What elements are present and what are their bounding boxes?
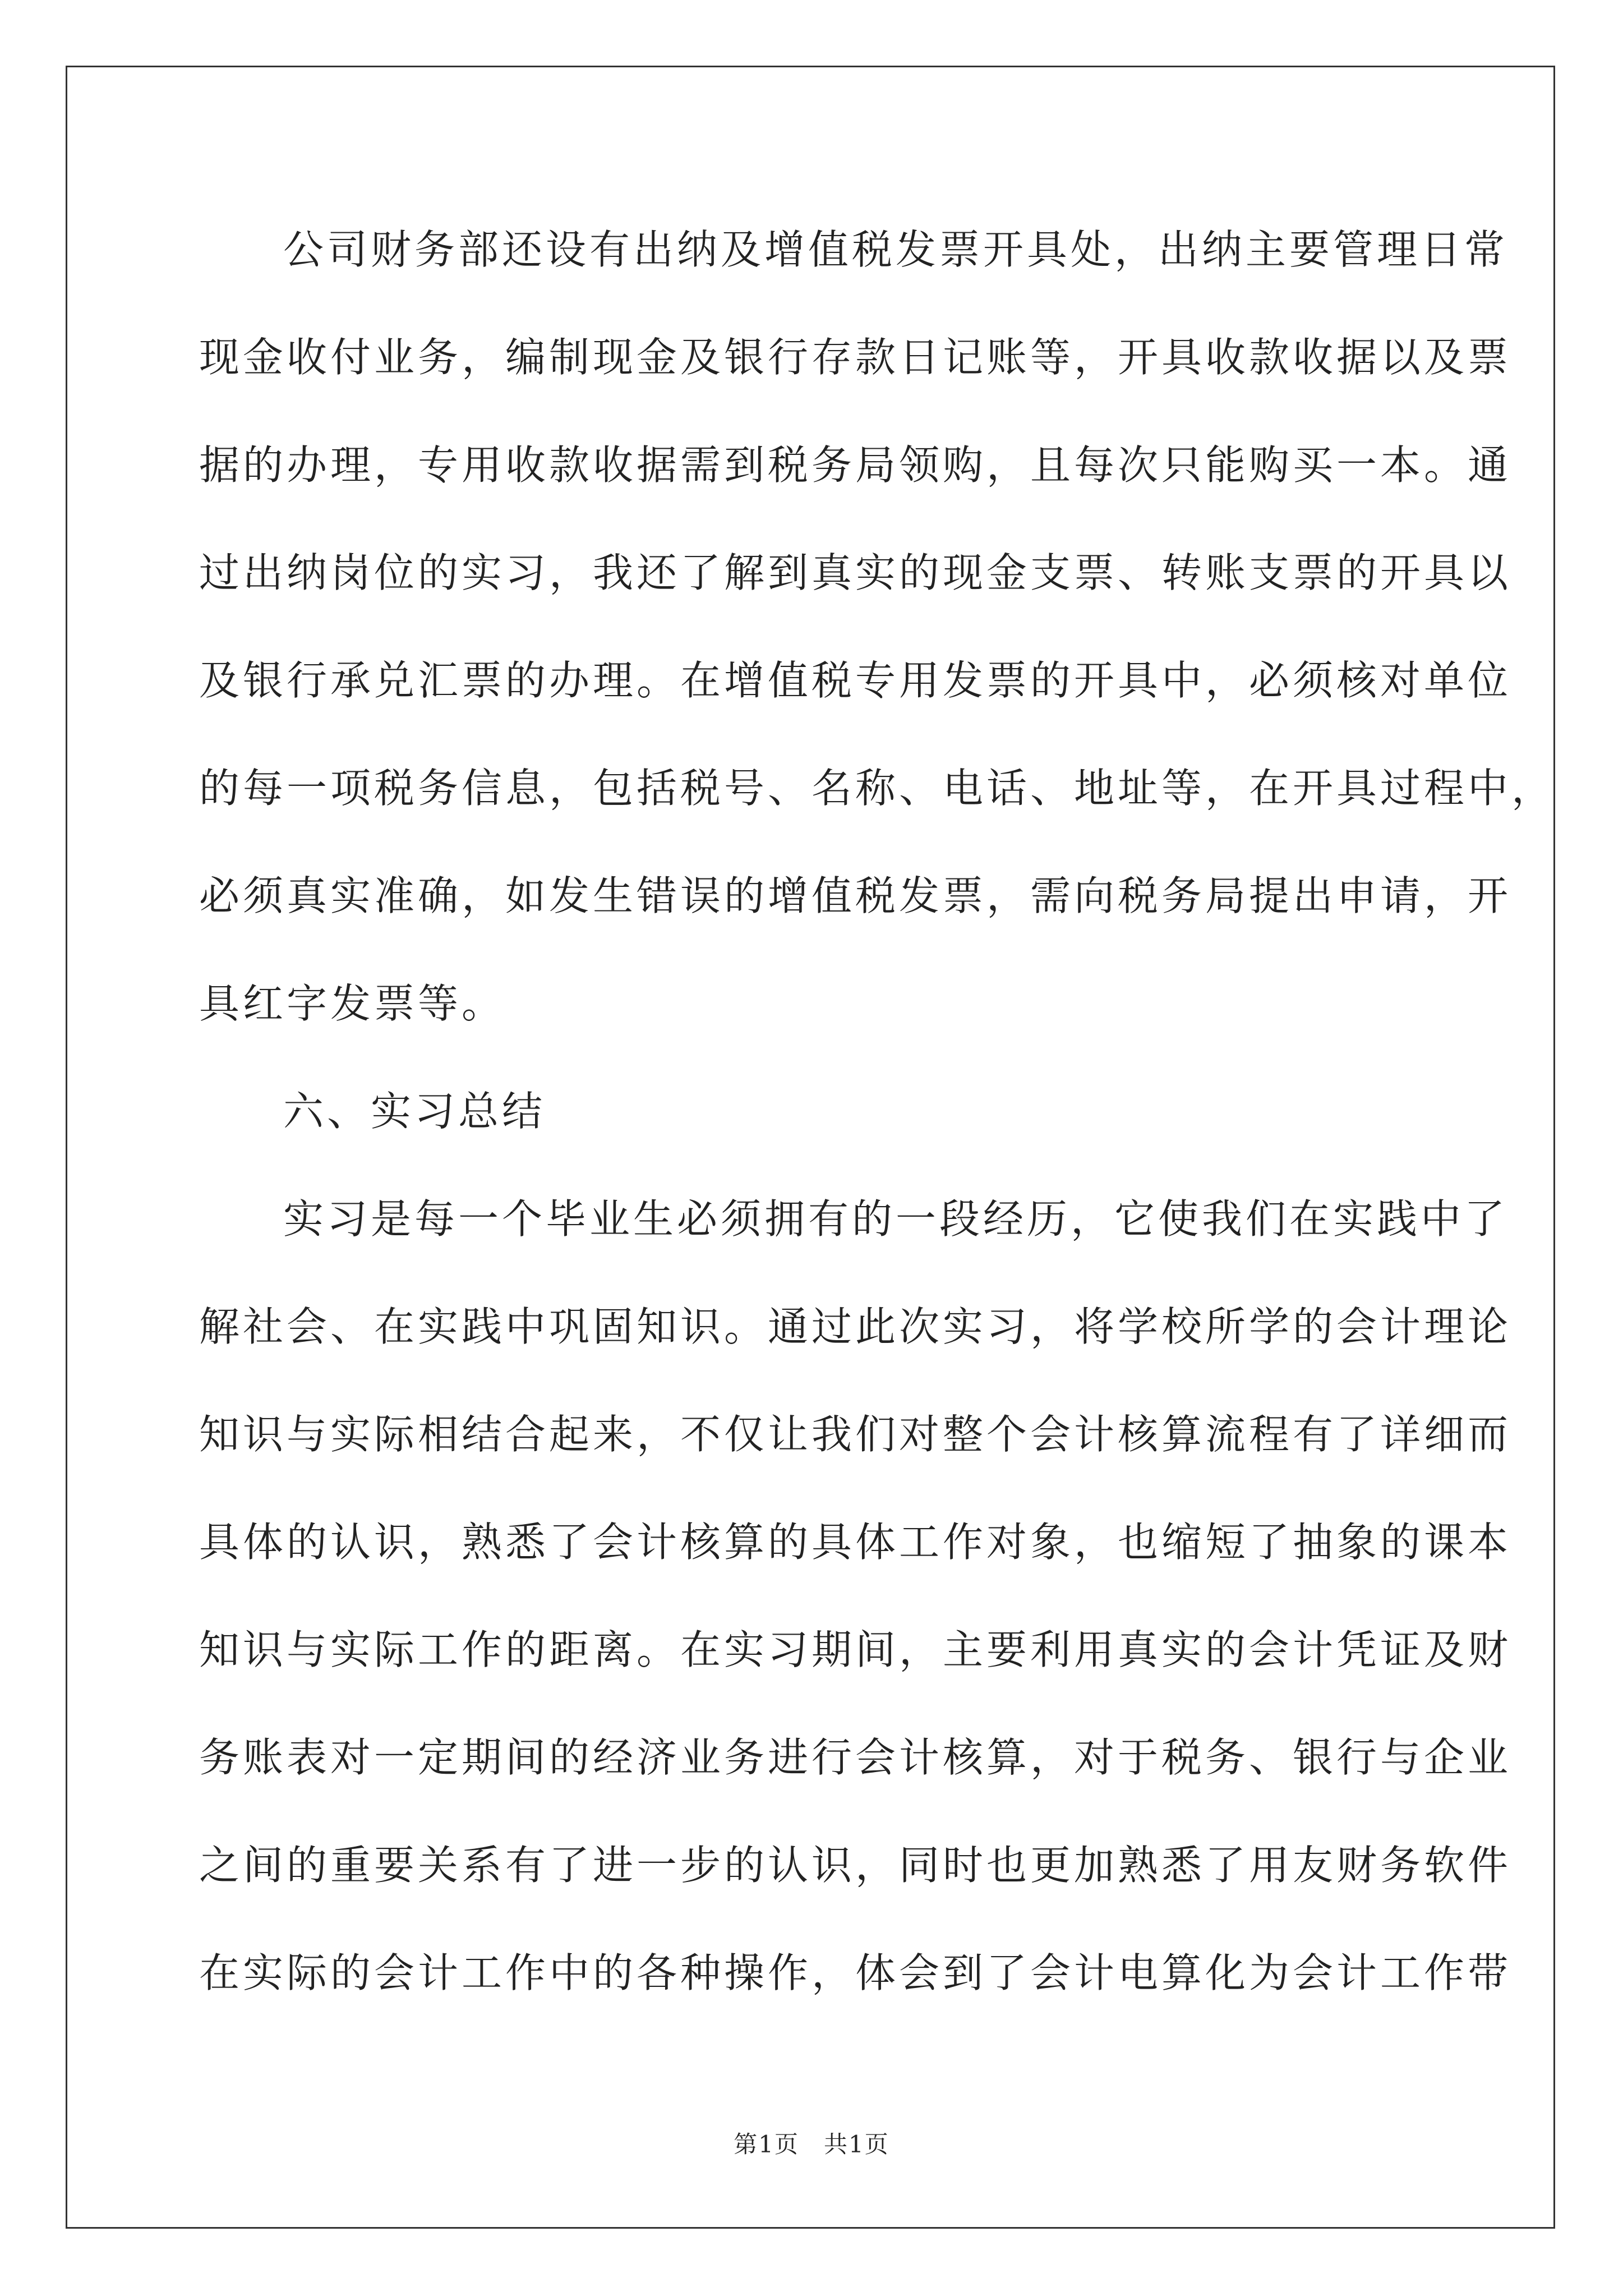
paragraph-2-line-1: 实习是每一个毕业生必须拥有的一段经历，它使我们在实践中了	[283, 1195, 1509, 1243]
section-heading: 六、实习总结	[283, 1088, 546, 1135]
paragraph-1-line-5: 及银行承兑汇票的办理。在增值税专用发票的开具中，必须核对单位	[199, 657, 1512, 704]
page-footer: 第1页 共1页	[734, 2131, 889, 2158]
paragraph-2-line-5: 知识与实际工作的距离。在实习期间，主要利用真实的会计凭证及财	[199, 1626, 1512, 1673]
paragraph-2-line-6: 务账表对一定期间的经济业务进行会计核算，对于税务、银行与企业	[199, 1734, 1512, 1781]
paragraph-2-line-2: 解社会、在实践中巩固知识。通过此次实习，将学校所学的会计理论	[199, 1303, 1512, 1350]
paragraph-2-line-8: 在实际的会计工作中的各种操作，体会到了会计电算化为会计工作带	[199, 1949, 1512, 1996]
paragraph-1-line-6: 的每一项税务信息，包括税号、名称、电话、地址等，在开具过程中，	[199, 765, 1556, 812]
paragraph-1-line-3: 据的办理，专用收款收据需到税务局领购，且每次只能购买一本。通	[199, 441, 1512, 489]
paragraph-2-line-7: 之间的重要关系有了进一步的认识，同时也更加熟悉了用友财务软件	[199, 1842, 1512, 1889]
paragraph-2-line-4: 具体的认识，熟悉了会计核算的具体工作对象，也缩短了抽象的课本	[199, 1519, 1512, 1566]
paragraph-1-line-2: 现金收付业务，编制现金及银行存款日记账等，开具收款收据以及票	[199, 334, 1512, 381]
paragraph-1-line-1: 公司财务部还设有出纳及增值税发票开具处，出纳主要管理日常	[283, 226, 1509, 273]
paragraph-1-line-4: 过出纳岗位的实习，我还了解到真实的现金支票、转账支票的开具以	[199, 549, 1512, 596]
paragraph-1-line-7: 必须真实准确，如发生错误的增值税发票，需向税务局提出申请，开	[199, 872, 1512, 919]
paragraph-2-line-3: 知识与实际相结合起来，不仅让我们对整个会计核算流程有了详细而	[199, 1411, 1512, 1458]
paragraph-1-line-8: 具红字发票等。	[199, 980, 506, 1027]
page-border	[66, 66, 1555, 2229]
